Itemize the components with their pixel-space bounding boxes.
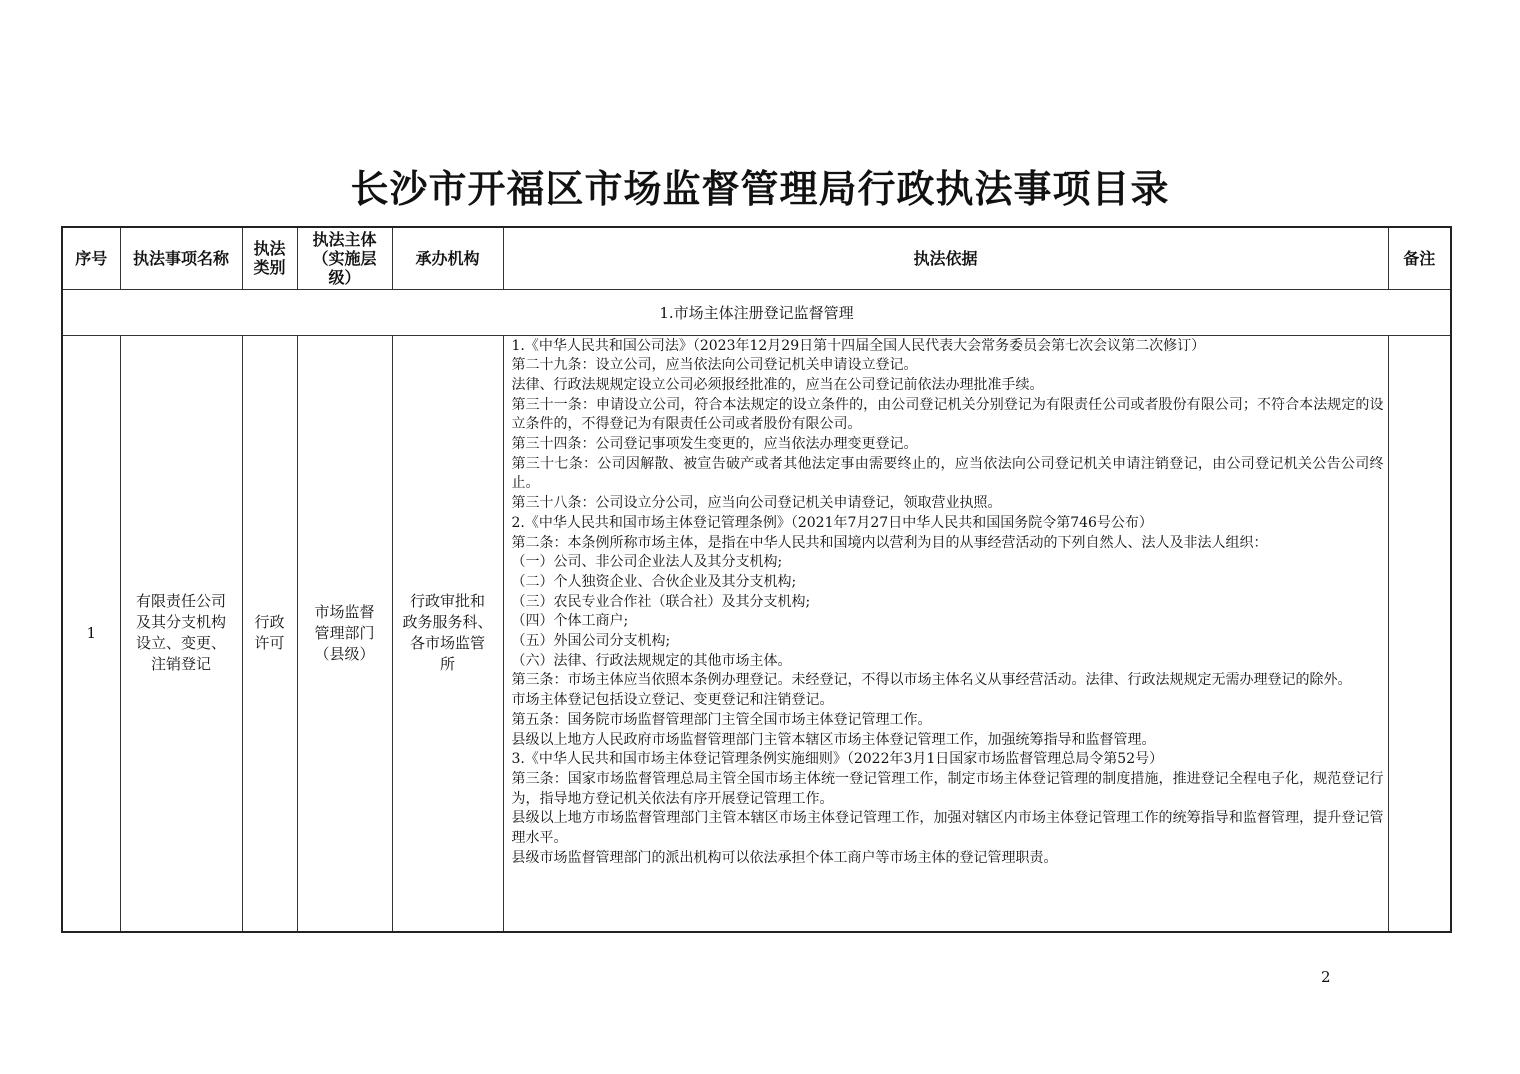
row-name: 有限责任公司 及其分支机构 设立、变更、 注销登记 xyxy=(120,335,242,932)
table-row xyxy=(62,335,1451,932)
section-row xyxy=(62,289,1451,335)
basis-line: 第三十八条：公司设立分公司，应当向公司登记机关申请登记，领取营业执照。 xyxy=(511,495,1002,512)
basis-line: （六）法律、行政法规规定的其他市场主体。 xyxy=(511,652,792,669)
basis-line: 市场主体登记包括设立登记、变更登记和注销登记。 xyxy=(511,692,834,709)
row-basis xyxy=(503,335,1388,932)
row-remark xyxy=(1388,335,1451,932)
basis-line: 第二条：本条例所称市场主体，是指在中华人民共和国境内以营利为目的从事经营活动的下列自然人、法人及非法人组织： xyxy=(511,534,1268,551)
basis-line: （五）外国公司分支机构; xyxy=(511,633,671,650)
header-name: 执法事项名称 xyxy=(120,227,242,289)
basis-line: 第三十四条：公司登记事项发生变更的，应当依法办理变更登记。 xyxy=(511,436,918,453)
basis-line: 县级以上地方人民政府市场监督管理部门主管本辖区市场主体登记管理工作，加强统筹指导和监督管理。 xyxy=(511,731,1156,748)
row-seq: 1 xyxy=(62,335,120,932)
section-title: 1.市场主体注册登记监督管理 xyxy=(62,289,1451,335)
basis-line: （四）个体工商户; xyxy=(511,613,629,630)
enforcement-table xyxy=(61,226,1452,933)
basis-line: 3.《中华人民共和国市场主体登记管理条例实施细则》（2022年3月1日国家市场监督管理总局令第52号） xyxy=(511,751,1164,768)
basis-line: 2.《中华人民共和国市场主体登记管理条例》（2021年7月27日中华人民共和国国务院令第746号公布） xyxy=(511,514,1153,531)
basis-line: 县级市场监督管理部门的派出机构可以依法承担个体工商户等市场主体的登记管理职责。 xyxy=(511,849,1058,866)
basis-line: 1.《中华人民共和国公司法》（2023年12月29日第十四届全国人民代表大会常务委员会第七次会议第二次修订） xyxy=(511,337,1206,354)
basis-line: 第三十七条：公司因解散、被宣告破产或者其他法定事由需要终止的，应当依法向公司登记机关申请注销登记，由公司登记机关公告公司终止。 xyxy=(511,455,1384,492)
header-subject: 执法主体 （实施层 级） xyxy=(297,227,392,289)
row-unit: 行政审批和 政务服务科、 各市场监管 所 xyxy=(392,335,503,932)
basis-line: 县级以上地方市场监督管理部门主管本辖区市场主体登记管理工作，加强对辖区内市场主体登记管理工作的统筹指导和监督管理，提升登记管理水平。 xyxy=(511,810,1384,847)
basis-line: （二）个人独资企业、合伙企业及其分支机构; xyxy=(511,573,797,590)
header-row xyxy=(62,227,1451,289)
basis-line: 法律、行政法规规定设立公司必须报经批准的，应当在公司登记前依法办理批准手续。 xyxy=(511,376,1044,393)
row-subject: 市场监督 管理部门 （县级） xyxy=(297,335,392,932)
basis-line: 第二十九条：设立公司，应当依法向公司登记机关申请设立登记。 xyxy=(511,357,918,374)
header-category: 执法 类别 xyxy=(242,227,297,289)
basis-line: 第五条：国务院市场监督管理部门主管全国市场主体登记管理工作。 xyxy=(511,711,932,728)
row-category: 行政 许可 xyxy=(242,335,297,932)
basis-line: （三）农民专业合作社（联合社）及其分支机构; xyxy=(511,593,811,610)
basis-line: 第三十一条：申请设立公司，符合本法规定的设立条件的，由公司登记机关分别登记为有限责任公司或者股份有限公司；不符合本法规定的设立条件的，不得登记为有限责任公司或者股份有限公司。 xyxy=(511,396,1384,433)
basis-line: 第三条：市场主体应当依照本条例办理登记。未经登记，不得以市场主体名义从事经营活动。法律、行政法规规定无需办理登记的除外。 xyxy=(511,672,1352,689)
basis-line: （一）公司、非公司企业法人及其分支机构; xyxy=(511,554,783,571)
header-unit: 承办机构 xyxy=(392,227,503,289)
header-seq: 序号 xyxy=(62,227,120,289)
page-title: 长沙市开福区市场监督管理局行政执法事项目录 xyxy=(350,167,1170,211)
header-basis: 执法依据 xyxy=(503,227,1388,289)
basis-line: 第三条：国家市场监督管理总局主管全国市场主体统一登记管理工作，制定市场主体登记管理的制度措施，推进登记全程电子化，规范登记行为，指导地方登记机关依法有序开展登记管理工作。 xyxy=(511,770,1384,807)
header-remark: 备注 xyxy=(1388,227,1451,289)
page-number: 2 xyxy=(1321,968,1331,986)
